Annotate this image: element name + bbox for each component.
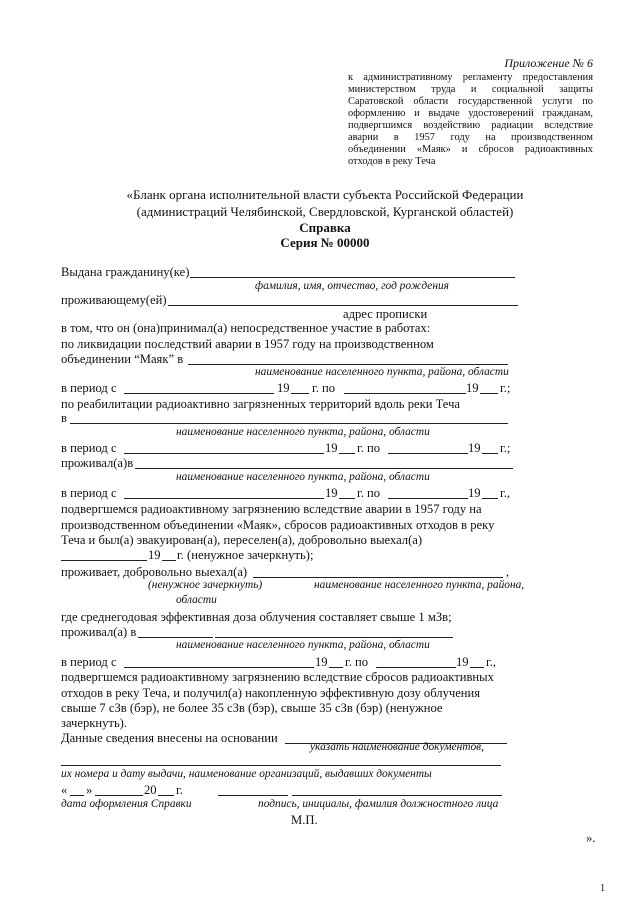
document-series: Серия № 00000 xyxy=(280,235,370,250)
closing-quote: ». xyxy=(586,831,596,845)
issued-to-hint: фамилия, имя, отчество, год рождения xyxy=(255,280,449,292)
signature-hint: подпись, инициалы, фамилия должностного лица xyxy=(258,798,499,810)
period-2-label: в период с xyxy=(61,441,117,455)
period-3-label: в период с xyxy=(61,486,117,500)
blank-authority-line: «Бланк органа исполнительной власти субъекта Российской Федерации xyxy=(126,187,524,202)
settlement-hint-1: наименование населенного пункта, района, области xyxy=(255,366,509,378)
cross-out-hint: (ненужное зачеркнуть) xyxy=(148,579,263,591)
dose-cross-out: зачеркнуть). xyxy=(61,716,128,730)
participation-text-1: в том, что он (она)принимал(а) непосредственное участие в работах: xyxy=(61,321,431,335)
basis-label: Данные сведения внесены на основании xyxy=(61,731,278,745)
period-1-start-line xyxy=(124,393,274,394)
documents-hint: указать наименование документов, xyxy=(310,741,484,753)
settlement-hint-4: наименование населенного пункта, района, xyxy=(314,579,525,591)
stamp-place: М.П. xyxy=(291,813,318,827)
residing-line xyxy=(168,305,518,306)
residing-hint: адрес прописки xyxy=(343,307,428,321)
documents-hint-2: их номера и дату выдачи, наименование организаций, выдавших документы xyxy=(61,768,432,780)
evacuation-text: Теча и был(а) эвакуирован(а), переселен(а), добровольно выехал(а) xyxy=(61,533,423,547)
dose-levels-text: свыше 7 сЗв (бэр), не более 35 сЗв (бэр), свыше 35 сЗв (бэр) (ненужное xyxy=(61,701,443,715)
exposed-text-2: производственном объединении «Маяк», сбросов радиоактивных отходов в реку xyxy=(61,518,495,532)
lived-label-1: проживал(а)в xyxy=(61,456,134,470)
period-1-label: в период с xyxy=(61,381,117,395)
mayak-settlement-line xyxy=(188,364,508,365)
appendix-description: к административному регламенту предоставления министерством труда и социальной защиты Саратовской области государственной услуги по оформлению и выдаче удостоверений гражданам, подвергшимся воздействию радиации вследствие аварии в 1957 году на производственном объединении «Маяк» и сбросов радиоактивных отходов в реку Теча xyxy=(348,72,593,167)
exposed-text-4: отходов в реку Теча, и получил(а) накопленную эффективную дозу облучения xyxy=(61,686,481,700)
period-4-label: в период с xyxy=(61,655,117,669)
lives-now-label: проживает, добровольно выехал(а) xyxy=(61,565,248,579)
settlement-hint-5: наименование населенного пункта, района, области xyxy=(176,639,430,651)
average-dose-text: где среднегодовая эффективная доза облучения составляет свыше 1 мЗв; xyxy=(61,610,452,624)
residing-label: проживающему(ей) xyxy=(61,293,167,307)
participation-text-3: объединении “Маяк” в xyxy=(61,352,184,366)
issued-to-line xyxy=(190,277,515,278)
appendix-number: Приложение № 6 xyxy=(504,56,593,70)
blank-administrations-line: (администраций Челябинской, Свердловской, Курганской областей) xyxy=(136,204,514,219)
participation-text-2: по ликвидации последствий аварии в 1957 году на производственном xyxy=(61,337,434,351)
lived-label-2: проживал(а) в xyxy=(61,625,137,639)
period-1-end-line xyxy=(344,393,466,394)
footnote-number: 1 xyxy=(600,883,606,894)
cross-out-note: г. (ненужное зачеркнуть); xyxy=(177,548,314,562)
settlement-hint-3: наименование населенного пункта, района, области xyxy=(176,471,430,483)
issued-to-label: Выдана гражданину(ке) xyxy=(61,265,190,279)
exposed-text-1: подвергшемся радиоактивному загрязнению вследствие аварии в 1957 году на xyxy=(61,502,482,516)
document-title: Справка xyxy=(299,220,351,235)
official-name-line xyxy=(292,795,502,796)
signature-line xyxy=(218,795,288,796)
rehab-settlement-line xyxy=(70,423,508,424)
date-hint: дата оформления Справки xyxy=(61,798,192,810)
rehabilitation-text: по реабилитации радиоактивно загрязненных территорий вдоль реки Теча xyxy=(61,397,460,411)
settlement-hint-2: наименование населенного пункта, района, области xyxy=(176,426,430,438)
region-hint: области xyxy=(176,594,217,606)
exposed-text-3: подвергшемся радиоактивному загрязнению вследствие сбросов радиоактивных xyxy=(61,670,494,684)
